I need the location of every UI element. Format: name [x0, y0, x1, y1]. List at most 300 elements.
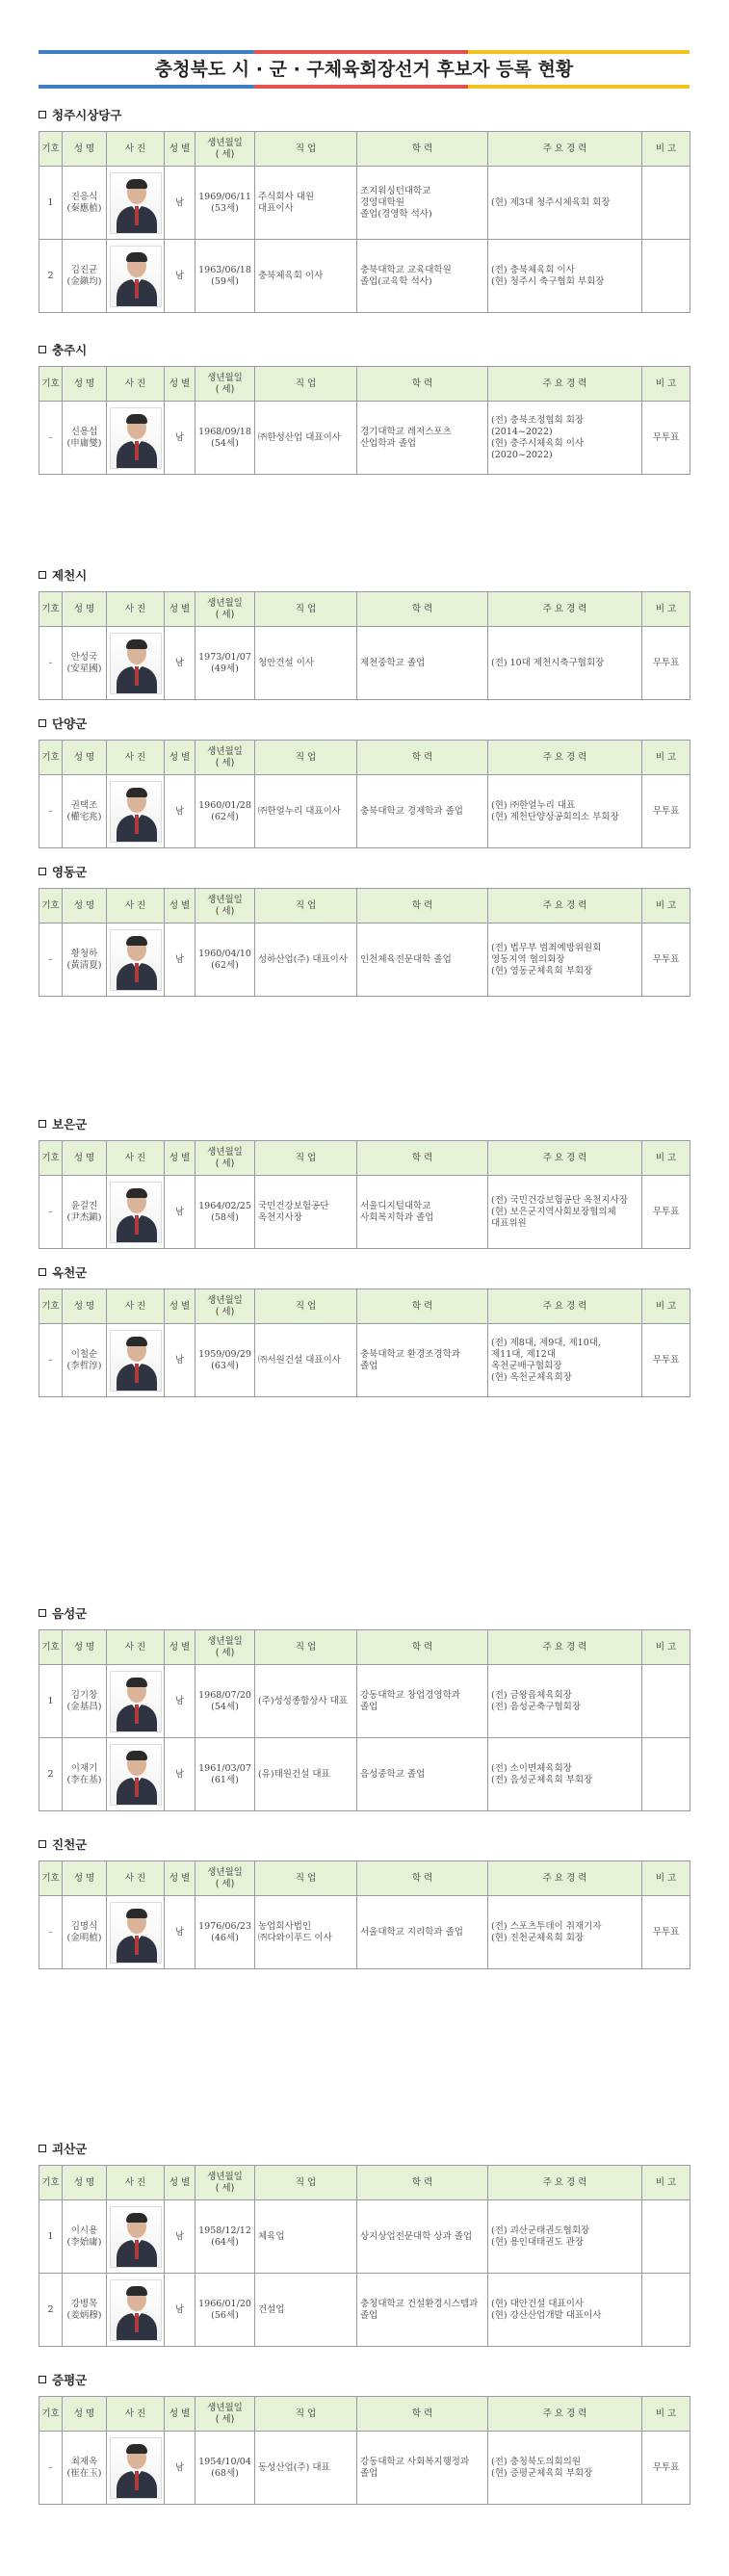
cell-sex: 남 — [165, 1896, 195, 1969]
cell-job: 주식회사 대원 대표이사 — [255, 167, 357, 240]
cell-sex: 남 — [165, 2432, 195, 2505]
candidate-table — [39, 740, 690, 848]
header-birth: 생년월일 ( 세) — [195, 2397, 255, 2432]
cell-birth: 1959/09/29 (63세) — [195, 1324, 255, 1397]
square-bullet-icon — [39, 2376, 46, 2383]
cell-job: (유)태원건설 대표 — [255, 1738, 357, 1811]
cell-birth: 1968/07/20 (54세) — [195, 1665, 255, 1738]
header-job: 직 업 — [255, 1861, 357, 1896]
region-name: 괴산군 — [52, 2142, 88, 2156]
table-header-row — [39, 592, 690, 627]
cell-note: 무투표 — [642, 1324, 690, 1397]
cell-note — [642, 2200, 690, 2274]
cell-birth: 1961/03/07 (61세) — [195, 1738, 255, 1811]
cell-name: 김진균 (金鎭均) — [63, 240, 107, 313]
header-no: 기호 — [39, 592, 63, 627]
cell-note: 무투표 — [642, 1176, 690, 1249]
cell-note: 무투표 — [642, 627, 690, 700]
candidate-table — [39, 2396, 690, 2505]
table-row — [39, 1324, 690, 1397]
header-no: 기호 — [39, 132, 63, 167]
cell-edu: 충북대학교 교육대학원 졸업(교육학 석사) — [357, 240, 488, 313]
cell-birth: 1968/09/18 (54세) — [195, 402, 255, 475]
table-row — [39, 240, 690, 313]
cell-no: - — [39, 775, 63, 848]
region-section — [39, 564, 690, 700]
page-title-box — [39, 50, 690, 89]
cell-photo — [107, 1896, 165, 1969]
cell-photo — [107, 627, 165, 700]
header-photo: 사 진 — [107, 2166, 165, 2200]
cell-no: 2 — [39, 240, 63, 313]
header-no: 기호 — [39, 1289, 63, 1324]
cell-note: 무투표 — [642, 402, 690, 475]
header-sex: 성 별 — [165, 592, 195, 627]
header-note: 비 고 — [642, 592, 690, 627]
cell-edu: 서울디지털대학교 사회복지학과 졸업 — [357, 1176, 488, 1249]
candidate-table — [39, 1860, 690, 1969]
candidate-table — [39, 366, 690, 475]
header-edu: 학 력 — [357, 1289, 488, 1324]
header-job: 직 업 — [255, 592, 357, 627]
cell-birth: 1963/06/18 (59세) — [195, 240, 255, 313]
cell-note: 무투표 — [642, 1896, 690, 1969]
cell-name: 김명식 (金明植) — [63, 1896, 107, 1969]
cell-birth: 1964/02/25 (58세) — [195, 1176, 255, 1249]
cell-no: - — [39, 924, 63, 997]
cell-job: 충북체육회 이사 — [255, 240, 357, 313]
cell-career: (전) 충북체육회 이사 (현) 청주시 축구협회 부회장 — [488, 240, 642, 313]
region-heading — [39, 564, 690, 585]
header-no: 기호 — [39, 889, 63, 924]
candidate-table — [39, 591, 690, 700]
table-header-row — [39, 1861, 690, 1896]
header-career: 주 요 경 력 — [488, 889, 642, 924]
header-sex: 성 별 — [165, 1861, 195, 1896]
table-row — [39, 2200, 690, 2274]
title-stripe-top — [39, 50, 690, 54]
cell-no: 1 — [39, 1665, 63, 1738]
header-sex: 성 별 — [165, 2166, 195, 2200]
table-header-row — [39, 2166, 690, 2200]
cell-sex: 남 — [165, 1738, 195, 1811]
cell-career: (전) 국민건강보험공단 옥천지사장 (현) 보은군지역사회보장협의체 대표위원 — [488, 1176, 642, 1249]
candidate-table — [39, 2165, 690, 2347]
region-heading — [39, 339, 690, 360]
header-no: 기호 — [39, 2166, 63, 2200]
cell-note: 무투표 — [642, 2432, 690, 2505]
cell-edu: 충북대학교 환경조경학과 졸업 — [357, 1324, 488, 1397]
cell-photo — [107, 1176, 165, 1249]
cell-photo — [107, 2432, 165, 2505]
cell-sex: 남 — [165, 1324, 195, 1397]
header-sex: 성 별 — [165, 1141, 195, 1176]
cell-birth: 1969/06/11 (53세) — [195, 167, 255, 240]
header-job: 직 업 — [255, 1141, 357, 1176]
header-note: 비 고 — [642, 1141, 690, 1176]
header-birth: 생년월일 ( 세) — [195, 889, 255, 924]
cell-name: 이시용 (李始庸) — [63, 2200, 107, 2274]
title-stripe-bottom — [39, 85, 690, 89]
header-birth: 생년월일 ( 세) — [195, 2166, 255, 2200]
cell-job: (주)성성종합상사 대표 — [255, 1665, 357, 1738]
table-row — [39, 402, 690, 475]
candidate-portrait — [110, 1744, 162, 1806]
table-row — [39, 924, 690, 997]
cell-edu: 서울대학교 지리학과 졸업 — [357, 1896, 488, 1969]
header-birth: 생년월일 ( 세) — [195, 1141, 255, 1176]
cell-note — [642, 240, 690, 313]
cell-photo — [107, 402, 165, 475]
square-bullet-icon — [39, 571, 46, 579]
cell-no: - — [39, 627, 63, 700]
header-name: 성 명 — [63, 1141, 107, 1176]
header-birth: 생년월일 ( 세) — [195, 1861, 255, 1896]
square-bullet-icon — [39, 719, 46, 727]
header-photo: 사 진 — [107, 1630, 165, 1665]
cell-edu: 음성중학교 졸업 — [357, 1738, 488, 1811]
header-birth: 생년월일 ( 세) — [195, 592, 255, 627]
header-photo: 사 진 — [107, 132, 165, 167]
header-job: 직 업 — [255, 2397, 357, 2432]
candidate-table — [39, 1629, 690, 1811]
header-birth: 생년월일 ( 세) — [195, 1630, 255, 1665]
table-row — [39, 2274, 690, 2347]
candidate-portrait — [110, 1182, 162, 1243]
region-section — [39, 2369, 690, 2505]
region-name: 제천시 — [52, 568, 88, 583]
header-name: 성 명 — [63, 592, 107, 627]
header-no: 기호 — [39, 2397, 63, 2432]
header-birth: 생년월일 ( 세) — [195, 367, 255, 402]
region-heading — [39, 713, 690, 734]
header-sex: 성 별 — [165, 1289, 195, 1324]
candidate-portrait — [110, 929, 162, 991]
header-no: 기호 — [39, 1861, 63, 1896]
header-name: 성 명 — [63, 132, 107, 167]
cell-career: (전) 충북조정협회 회장(2014~2022) (현) 충주시체육회 이사(2020~2022) — [488, 402, 642, 475]
cell-birth: 1966/01/20 (56세) — [195, 2274, 255, 2347]
header-sex: 성 별 — [165, 741, 195, 775]
header-name: 성 명 — [63, 741, 107, 775]
header-career: 주 요 경 력 — [488, 2397, 642, 2432]
cell-photo — [107, 2200, 165, 2274]
table-header-row — [39, 741, 690, 775]
region-heading — [39, 1262, 690, 1283]
header-birth: 생년월일 ( 세) — [195, 1289, 255, 1324]
cell-photo — [107, 240, 165, 313]
header-edu: 학 력 — [357, 2166, 488, 2200]
cell-job: 성하산업(주) 대표이사 — [255, 924, 357, 997]
region-name: 진천군 — [52, 1837, 88, 1852]
cell-photo — [107, 1738, 165, 1811]
header-job: 직 업 — [255, 1289, 357, 1324]
header-name: 성 명 — [63, 367, 107, 402]
cell-name: 이철순 (李哲淳) — [63, 1324, 107, 1397]
cell-no: 2 — [39, 2274, 63, 2347]
region-section — [39, 713, 690, 848]
square-bullet-icon — [39, 111, 46, 118]
header-note: 비 고 — [642, 2166, 690, 2200]
cell-name: 진응식 (秦應植) — [63, 167, 107, 240]
header-photo: 사 진 — [107, 1141, 165, 1176]
header-job: 직 업 — [255, 1630, 357, 1665]
cell-birth: 1960/01/28 (62세) — [195, 775, 255, 848]
cell-edu: 강동대학교 사회복지행정과 졸업 — [357, 2432, 488, 2505]
cell-career: (현) 제3대 청주시체육회 회장 — [488, 167, 642, 240]
header-career: 주 요 경 력 — [488, 1630, 642, 1665]
cell-sex: 남 — [165, 1176, 195, 1249]
cell-job: 체육업 — [255, 2200, 357, 2274]
square-bullet-icon — [39, 1268, 46, 1276]
region-heading — [39, 1834, 690, 1855]
table-row — [39, 167, 690, 240]
header-sex: 성 별 — [165, 132, 195, 167]
candidate-table — [39, 131, 690, 313]
table-header-row — [39, 1289, 690, 1324]
region-name: 증평군 — [52, 2373, 88, 2387]
header-photo: 사 진 — [107, 1861, 165, 1896]
cell-job: ㈜서원건설 대표이사 — [255, 1324, 357, 1397]
header-note: 비 고 — [642, 1289, 690, 1324]
header-career: 주 요 경 력 — [488, 741, 642, 775]
cell-career: (전) 충청북도의회의원 (현) 증평군체육회 부회장 — [488, 2432, 642, 2505]
table-header-row — [39, 889, 690, 924]
cell-no: - — [39, 1324, 63, 1397]
header-note: 비 고 — [642, 1861, 690, 1896]
header-name: 성 명 — [63, 2166, 107, 2200]
candidate-portrait — [110, 1330, 162, 1392]
header-name: 성 명 — [63, 889, 107, 924]
cell-note: 무투표 — [642, 775, 690, 848]
region-heading — [39, 1602, 690, 1624]
square-bullet-icon — [39, 868, 46, 875]
header-note: 비 고 — [642, 367, 690, 402]
header-no: 기호 — [39, 367, 63, 402]
cell-career: (전) 괴산군태권도협회장 (현) 용인대태권도 관장 — [488, 2200, 642, 2274]
region-section — [39, 861, 690, 997]
region-name: 영동군 — [52, 865, 88, 879]
candidate-portrait — [110, 1671, 162, 1732]
header-sex: 성 별 — [165, 367, 195, 402]
cell-name: 이재기 (李在基) — [63, 1738, 107, 1811]
header-career: 주 요 경 력 — [488, 367, 642, 402]
cell-note — [642, 1738, 690, 1811]
cell-edu: 조지워싱턴대학교 경영대학원 졸업(경영학 석사) — [357, 167, 488, 240]
candidate-table — [39, 1140, 690, 1249]
table-row — [39, 627, 690, 700]
cell-job: ㈜한성산업 대표이사 — [255, 402, 357, 475]
header-career: 주 요 경 력 — [488, 132, 642, 167]
region-section — [39, 1262, 690, 1397]
table-header-row — [39, 132, 690, 167]
cell-sex: 남 — [165, 240, 195, 313]
candidate-portrait — [110, 407, 162, 469]
cell-birth: 1958/12/12 (64세) — [195, 2200, 255, 2274]
header-career: 주 요 경 력 — [488, 1141, 642, 1176]
candidate-portrait — [110, 2279, 162, 2341]
header-job: 직 업 — [255, 2166, 357, 2200]
header-photo: 사 진 — [107, 1289, 165, 1324]
cell-career: (전) 스포츠투데이 취재기자 (현) 진천군체육회 회장 — [488, 1896, 642, 1969]
cell-sex: 남 — [165, 2274, 195, 2347]
header-edu: 학 력 — [357, 367, 488, 402]
cell-career: (전) 제8대, 제9대, 제10대, 제11대, 제12대 옥천군배구협회장 (현) 옥천군체육회장 — [488, 1324, 642, 1397]
header-job: 직 업 — [255, 132, 357, 167]
region-name: 음성군 — [52, 1606, 88, 1621]
candidate-portrait — [110, 172, 162, 234]
cell-birth: 1954/10/04 (68세) — [195, 2432, 255, 2505]
table-row — [39, 1896, 690, 1969]
header-note: 비 고 — [642, 2397, 690, 2432]
header-note: 비 고 — [642, 889, 690, 924]
cell-job: 국민건강보험공단 옥천지사장 — [255, 1176, 357, 1249]
cell-no: - — [39, 402, 63, 475]
cell-career: (전) 소이면체육회장 (전) 음성군체육회 부회장 — [488, 1738, 642, 1811]
region-section — [39, 1602, 690, 1811]
header-edu: 학 력 — [357, 592, 488, 627]
region-section — [39, 1834, 690, 1969]
header-edu: 학 력 — [357, 889, 488, 924]
header-photo: 사 진 — [107, 592, 165, 627]
cell-career: (전) 10대 제천시축구협회장 — [488, 627, 642, 700]
cell-edu: 충북대학교 경제학과 졸업 — [357, 775, 488, 848]
square-bullet-icon — [39, 1609, 46, 1617]
header-no: 기호 — [39, 741, 63, 775]
region-heading — [39, 1113, 690, 1134]
region-name: 단양군 — [52, 716, 88, 731]
cell-career: (전) 금왕읍체육회장 (전) 음성군축구협회장 — [488, 1665, 642, 1738]
cell-sex: 남 — [165, 775, 195, 848]
header-edu: 학 력 — [357, 2397, 488, 2432]
cell-name: 강병목 (姜炳穆) — [63, 2274, 107, 2347]
cell-photo — [107, 775, 165, 848]
header-photo: 사 진 — [107, 741, 165, 775]
cell-sex: 남 — [165, 167, 195, 240]
cell-sex: 남 — [165, 924, 195, 997]
cell-job: 건설업 — [255, 2274, 357, 2347]
header-sex: 성 별 — [165, 1630, 195, 1665]
header-career: 주 요 경 력 — [488, 1289, 642, 1324]
header-no: 기호 — [39, 1630, 63, 1665]
page-title: 충청북도 시 · 군 · 구체육회장선거 후보자 등록 현황 — [154, 59, 574, 80]
candidate-portrait — [110, 633, 162, 694]
square-bullet-icon — [39, 346, 46, 353]
table-header-row — [39, 2397, 690, 2432]
header-job: 직 업 — [255, 889, 357, 924]
cell-no: - — [39, 1896, 63, 1969]
header-name: 성 명 — [63, 2397, 107, 2432]
region-section — [39, 104, 690, 313]
header-career: 주 요 경 력 — [488, 592, 642, 627]
candidate-table — [39, 1288, 690, 1397]
header-note: 비 고 — [642, 1630, 690, 1665]
cell-career: (현) ㈜한얼누리 대표 (현) 제천단양상공회의소 부회장 — [488, 775, 642, 848]
table-row — [39, 2432, 690, 2505]
cell-no: - — [39, 2432, 63, 2505]
cell-name: 김기창 (金基昌) — [63, 1665, 107, 1738]
cell-note — [642, 1665, 690, 1738]
square-bullet-icon — [39, 1120, 46, 1128]
candidate-table — [39, 888, 690, 997]
cell-name: 신용섭 (申庸燮) — [63, 402, 107, 475]
header-edu: 학 력 — [357, 741, 488, 775]
cell-edu: 제천중학교 졸업 — [357, 627, 488, 700]
cell-edu: 인천체육전문대학 졸업 — [357, 924, 488, 997]
header-edu: 학 력 — [357, 132, 488, 167]
cell-no: 2 — [39, 1738, 63, 1811]
table-header-row — [39, 1141, 690, 1176]
cell-job: 청안건설 이사 — [255, 627, 357, 700]
cell-name: 안성국 (安星國) — [63, 627, 107, 700]
cell-career: (전) 법무부 범죄예방위원회 영동지역 협의회장 (현) 영동군체육회 부회장 — [488, 924, 642, 997]
cell-photo — [107, 924, 165, 997]
table-row — [39, 775, 690, 848]
region-section — [39, 2138, 690, 2347]
header-job: 직 업 — [255, 741, 357, 775]
candidate-portrait — [110, 2437, 162, 2499]
cell-name: 최재옥 (崔在玉) — [63, 2432, 107, 2505]
cell-photo — [107, 167, 165, 240]
cell-career: (현) 대안건설 대표이사 (현) 강산산업개발 대표이사 — [488, 2274, 642, 2347]
cell-photo — [107, 1324, 165, 1397]
cell-job: 농업회사법인 ㈜다와이푸드 이사 — [255, 1896, 357, 1969]
cell-note — [642, 2274, 690, 2347]
region-section — [39, 339, 690, 475]
header-edu: 학 력 — [357, 1141, 488, 1176]
candidate-portrait — [110, 781, 162, 843]
region-name: 청주시상당구 — [52, 108, 122, 122]
header-sex: 성 별 — [165, 889, 195, 924]
cell-photo — [107, 1665, 165, 1738]
header-edu: 학 력 — [357, 1861, 488, 1896]
header-no: 기호 — [39, 1141, 63, 1176]
cell-edu: 경기대학교 레저스포츠 산업학과 졸업 — [357, 402, 488, 475]
cell-no: 1 — [39, 2200, 63, 2274]
header-job: 직 업 — [255, 367, 357, 402]
header-name: 성 명 — [63, 1861, 107, 1896]
header-note: 비 고 — [642, 132, 690, 167]
header-photo: 사 진 — [107, 889, 165, 924]
cell-edu: 강동대학교 창업경영학과 졸업 — [357, 1665, 488, 1738]
table-header-row — [39, 367, 690, 402]
region-name: 충주시 — [52, 343, 88, 357]
table-row — [39, 1665, 690, 1738]
cell-job: ㈜한얼누리 대표이사 — [255, 775, 357, 848]
square-bullet-icon — [39, 1840, 46, 1848]
cell-job: 동성산업(주) 대표 — [255, 2432, 357, 2505]
region-heading — [39, 2138, 690, 2159]
header-note: 비 고 — [642, 741, 690, 775]
candidate-portrait — [110, 2206, 162, 2268]
region-heading — [39, 861, 690, 882]
cell-birth: 1973/01/07 (49세) — [195, 627, 255, 700]
cell-edu: 상지상업전문대학 상과 졸업 — [357, 2200, 488, 2274]
cell-photo — [107, 2274, 165, 2347]
cell-name: 황청하 (黃淸夏) — [63, 924, 107, 997]
region-name: 옥천군 — [52, 1265, 88, 1280]
cell-edu: 충청대학교 건설환경시스템과 졸업 — [357, 2274, 488, 2347]
cell-name: 권택조 (權宅兆) — [63, 775, 107, 848]
cell-name: 윤걸진 (尹杰鎭) — [63, 1176, 107, 1249]
header-name: 성 명 — [63, 1630, 107, 1665]
cell-note: 무투표 — [642, 924, 690, 997]
cell-sex: 남 — [165, 627, 195, 700]
cell-sex: 남 — [165, 402, 195, 475]
table-row — [39, 1738, 690, 1811]
candidate-portrait — [110, 246, 162, 307]
cell-sex: 남 — [165, 2200, 195, 2274]
